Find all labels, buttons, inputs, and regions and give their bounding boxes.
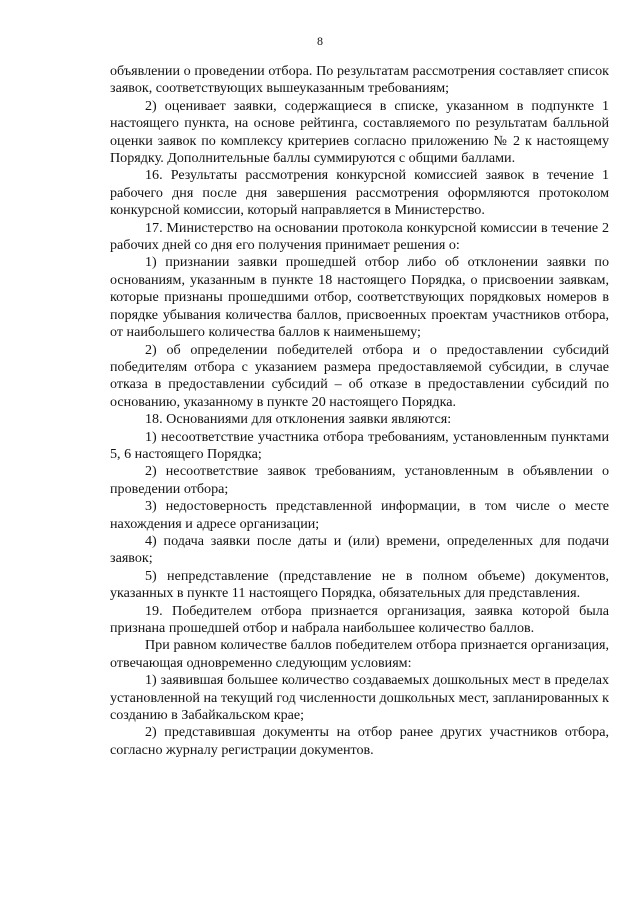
paragraph-19-condition-2: 2) представившая документы на отбор ранее других участников отбора, согласно журналу регистрации документов.	[110, 724, 609, 758]
paragraph-17-1: 1) признании заявки прошедшей отбор либо об отклонении заявки по основаниям, указанным в пункте 18 настоящего Порядка, о присвоении заявкам, которые признаны прошедшими отбор, соответствующих порядковых номеров в порядке убывания количества баллов, присвоенных проектам участников отбора, от наибольшего количества баллов к наименьшему;	[110, 254, 609, 341]
paragraph-18-1: 1) несоответствие участника отбора требованиям, установленным пунктами 5, 6 настоящего Порядка;	[110, 428, 609, 462]
paragraph-16: 16. Результаты рассмотрения конкурсной комиссией заявок в течение 1 рабочего дня после дня завершения рассмотрения оформляются протоколом конкурсной комиссии, который направляется в Министерство.	[110, 167, 609, 219]
page-number: 8	[317, 34, 323, 48]
paragraph-17-2: 2) об определении победителей отбора и о предоставлении субсидий победителям отбора с указанием размера предоставляемой субсидии, в случае отказа в предоставлении субсидий – об отказе в предоставлении субсидий по основанию, указанному в пункте 20 настоящего Порядка.	[110, 341, 609, 410]
paragraph-19-equal-points: При равном количестве баллов победителем отбора признается организация, отвечающая одновременно следующим условиям:	[110, 637, 609, 671]
paragraph-18-4: 4) подача заявки после даты и (или) времени, определенных для подачи заявок;	[110, 532, 609, 567]
paragraph-continuation: объявлении о проведении отбора. По результатам рассмотрения составляет список заявок, соответствующих вышеуказанным требованиям;	[110, 63, 609, 97]
paragraph-18-5: 5) непредставление (представление не в полном объеме) документов, указанных в пункте 11 настоящего Порядка, обязательных для представления.	[110, 567, 609, 602]
paragraph-18-2: 2) несоответствие заявок требованиям, установленным в объявлении о проведении отбора;	[110, 463, 609, 497]
document-body	[110, 63, 609, 759]
paragraph-19: 19. Победителем отбора признается организация, заявка которой была признана прошедшей отбор и набрала наибольшее количество баллов.	[110, 602, 609, 636]
paragraph-18-3: 3) недостоверность представленной информации, в том числе о месте нахождения и адресе организации;	[110, 498, 609, 532]
paragraph-19-condition-1: 1) заявившая большее количество создаваемых дошкольных мест в пределах установленной на текущий год численности дошкольных мест, запланированных к созданию в Забайкальском крае;	[110, 672, 609, 724]
paragraph-15-2: 2) оценивает заявки, содержащиеся в списке, указанном в подпункте 1 настоящего пункта, на основе рейтинга, составляемого по результатам балльной оценки заявок по комплексу критериев согласно приложению № 2 к настоящему Порядку. Дополнительные баллы суммируются с общими баллами.	[110, 97, 609, 167]
paragraph-17: 17. Министерство на основании протокола конкурсной комиссии в течение 2 рабочих дней со дня его получения принимает решения о:	[110, 219, 609, 254]
paragraph-18: 18. Основаниями для отклонения заявки являются:	[145, 411, 452, 428]
